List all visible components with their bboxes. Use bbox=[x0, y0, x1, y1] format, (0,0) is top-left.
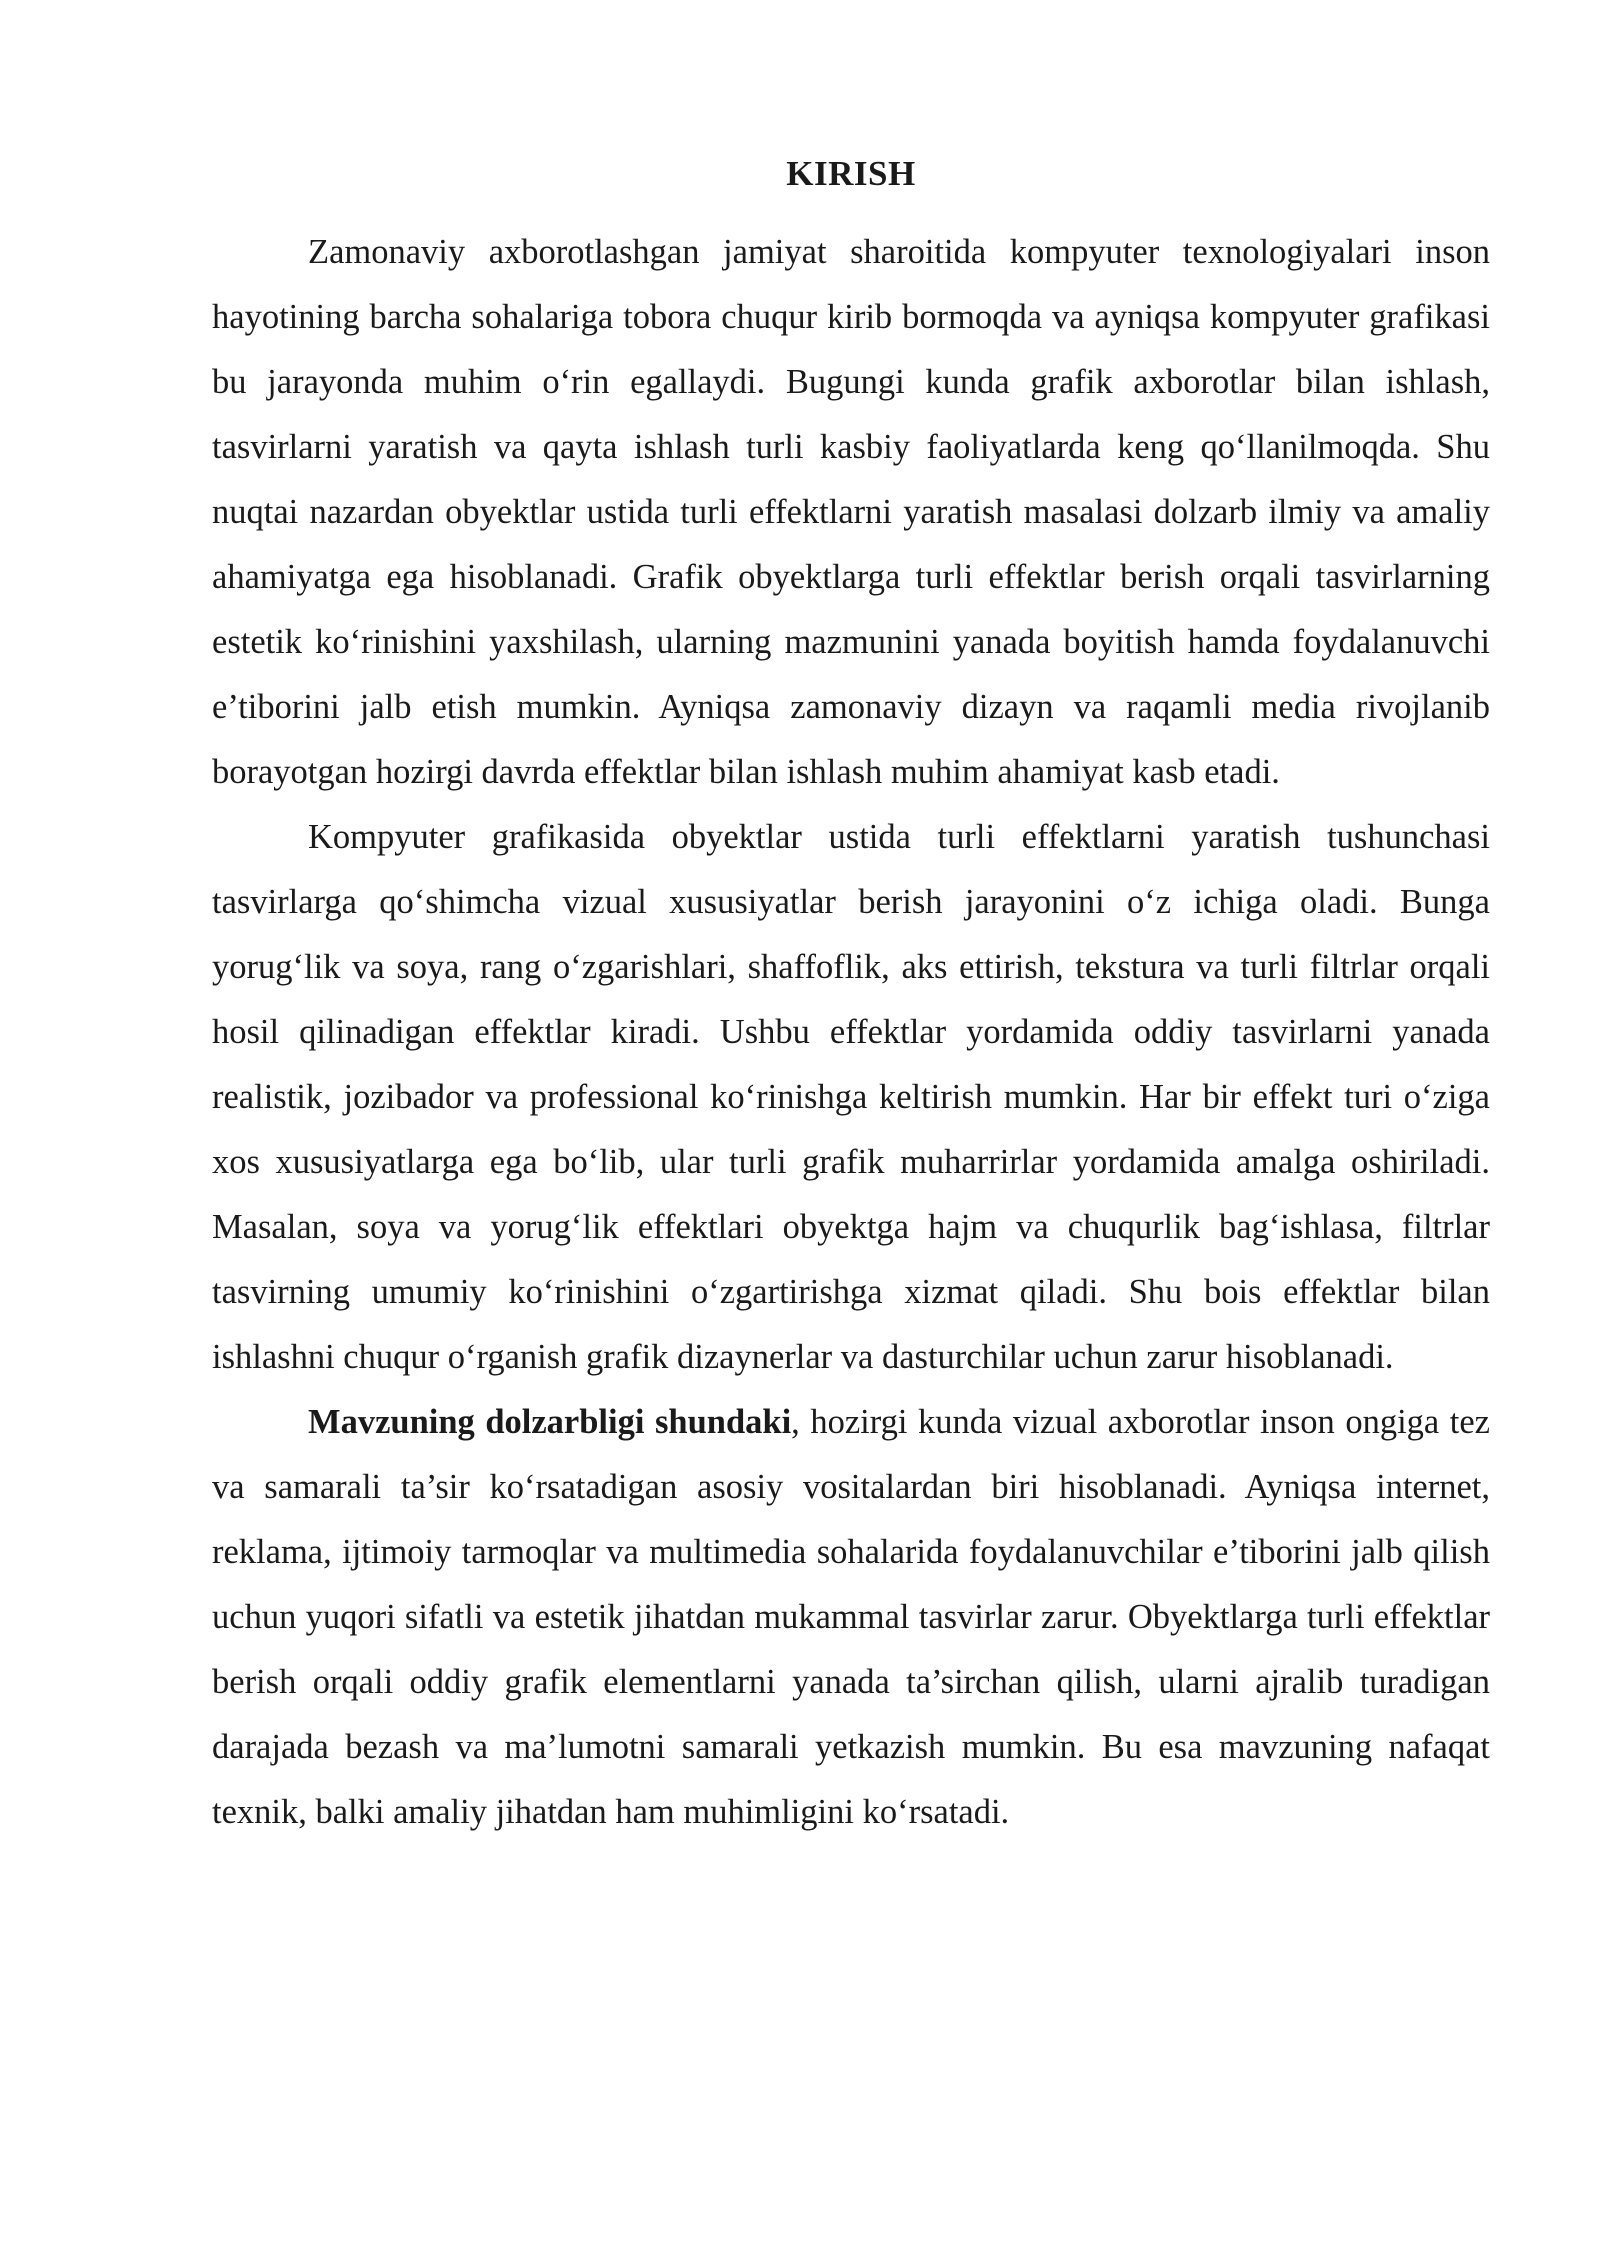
section-title: KIRISH bbox=[786, 154, 916, 193]
paragraph-text: Kompyuter grafikasida obyektlar ustida turli effektlarni yaratish tushunchasi tasvirlarga qo‘shimcha vizual xususiyatlar berish jarayonini o‘z ichiga oladi. Bunga yorug‘lik va soya, rang o‘zgarishlari, shaffoflik, aks ettirish, tekstura va turli filtrlar orqali hosil qilinadigan effektlar kiradi. Ushbu effektlar yordamida oddiy tasvirlarni yanada realistik, jozibador va professional ko‘rinishga keltirish mumkin. Har bir effekt turi o‘ziga xos xususiyatlarga ega bo‘lib, ular turli grafik muharrirlar yordamida amalga oshiriladi. Masalan, soya va yorug‘lik effektlari obyektga hajm va chuqurlik bag‘ishlasa, filtrlar tasvirning umumiy ko‘rinishini o‘zgartirishga xizmat qiladi. Shu bois effektlar bilan ishlashni chuqur o‘rganish grafik dizaynerlar va dasturchilar uchun zarur hisoblanadi. bbox=[212, 818, 1490, 1376]
paragraph-relevance bbox=[212, 1390, 1490, 1845]
document-page bbox=[212, 148, 1490, 1845]
paragraph-text: , hozirgi kunda vizual axborotlar inson ongiga tez va samarali ta’sir ko‘rsatadigan asosiy vositalardan biri hisoblanadi. Ayniqsa internet, reklama, ijtimoiy tarmoqlar va multimedia sohalarida foydalanuvchilar e’tiborini jalb qilish uchun yuqori sifatli va estetik jihatdan mukammal tasvirlar zarur. Obyektlarga turli effektlar berish orqali oddiy grafik elementlarni yanada ta’sirchan qilish, ularni ajralib turadigan darajada bezash va ma’lumotni samarali yetkazish mumkin. Bu esa mavzuning nafaqat texnik, balki amaliy jihatdan ham muhimligini ko‘rsatadi. bbox=[212, 1403, 1490, 1831]
paragraph-intro bbox=[212, 220, 1490, 805]
paragraph-effects-concept bbox=[212, 805, 1490, 1390]
paragraph-lead-bold: Mavzuning dolzarbligi shundaki bbox=[308, 1403, 792, 1441]
paragraph-text: Zamonaviy axborotlashgan jamiyat sharoitida kompyuter texnologiyalari inson hayotining barcha sohalariga tobora chuqur kirib bormoqda va ayniqsa kompyuter grafikasi bu jarayonda muhim o‘rin egallaydi. Bugungi kunda grafik axborotlar bilan ishlash, tasvirlarni yaratish va qayta ishlash turli kasbiy faoliyatlarda keng qo‘llanilmoqda. Shu nuqtai nazardan obyektlar ustida turli effektlarni yaratish masalasi dolzarb ilmiy va amaliy ahamiyatga ega hisoblanadi. Grafik obyektlarga turli effektlar berish orqali tasvirlarning estetik ko‘rinishini yaxshilash, ularning mazmunini yanada boyitish hamda foydalanuvchi e’tiborini jalb etish mumkin. Ayniqsa zamonaviy dizayn va raqamli media rivojlanib borayotgan hozirgi davrda effektlar bilan ishlash muhim ahamiyat kasb etadi. bbox=[212, 233, 1490, 791]
